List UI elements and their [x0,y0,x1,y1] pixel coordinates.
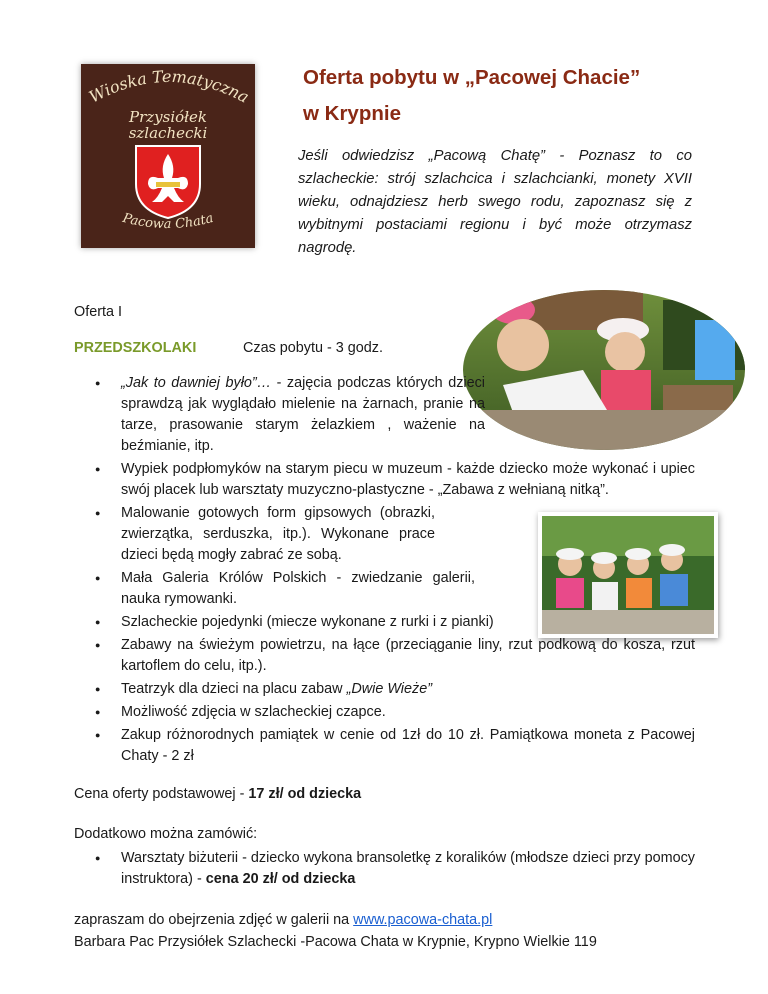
extra-list [95,848,695,892]
list-item-text: Zakup różnorodnych pamiątek w cenie od 1zł do 10 zł. Pamiątkowa moneta z Pacowej Chaty - 2 zł [121,727,695,764]
logo [81,64,255,248]
list-item [95,635,695,677]
list-item-text: Zabawy na świeżym powietrzu, na łące (przeciąganie liny, rzut podkową do kosza, rzut kartoflem do celu, itp.). [121,637,695,674]
logo-line1: Wioska Tematyczna [85,66,253,107]
footer-address: Barbara Pac Przysiółek Szlachecki -Pacowa Chata w Krypnie, Krypno Wielkie 119 [74,934,597,950]
list-item-italic: „Dwie Wieże” [346,681,433,697]
price-value: 17 zł/ od dziecka [248,786,362,802]
gallery-link[interactable]: www.pacowa-chata.pl [353,912,493,928]
offer-label: Oferta I [74,304,122,320]
list-item-text: Wypiek podpłomyków na starym piecu w muzeum - każde dziecko może wykonać i upiec swój placek lub warsztaty muzyczno-plastyczne - „Zabawa z wełnianą nitką”. [121,461,695,498]
list-item-text: Możliwość zdjęcia w szlacheckiej czapce. [121,704,386,720]
list-item-text: Malowanie gotowych form gipsowych (obrazki, zwierzątka, serduszka, itp.). Wykonane prace dzieci będą mogły zabrać ze sobą. [121,505,435,563]
logo-line3: szlachecki [128,124,208,142]
footer-invite [74,910,492,931]
list-item-text: Mała Galeria Królów Polskich - zwiedzanie galerii, nauka rymowanki. [121,570,475,607]
list-item [95,848,695,890]
footer-invite-text: zapraszam do obejrzenia zdjęć w galerii na [74,912,354,928]
list-item-text: Teatrzyk dla dzieci na placu zabaw [121,681,347,697]
list-item [95,702,695,723]
offer-duration: Czas pobytu - 3 godz. [243,340,383,356]
extra-item-price: cena 20 zł/ od dziecka [205,871,356,887]
svg-text:Pacowa Chata [120,211,215,232]
intro-paragraph: Jeśli odwiedzisz „Pacową Chatę” - Poznasz to co szlacheckie: strój szlachcica i szlachcianki, monety XVII wieku, odnajdziesz herb swego rodu, zapoznasz się z wybitnymi postaciami regionu i być może otrzymasz nagrodę. [298,148,692,256]
list-item [95,373,695,457]
extra-label: Dodatkowo można zamówić: [74,826,258,842]
page-title-line2: w Krypnie [303,102,401,125]
list-item [95,725,695,767]
list-item-text: Szlacheckie pojedynki (miecze wykonane z rurki i z pianki) [121,614,494,630]
price-line [74,784,361,805]
photo-children-outdoor [538,512,718,638]
list-item-italic: „Jak to dawniej było”… [121,375,272,391]
logo-line2: Przysiółek [129,108,207,126]
svg-text:Wioska Tematyczna [86,67,252,107]
list-item [95,459,695,501]
logo-arc-text-bottom [81,204,255,248]
list-item [95,679,695,700]
price-label: Cena oferty podstawowej - [74,786,249,802]
page-title-line1: Oferta pobytu w „Pacowej Chacie” [303,66,641,89]
extra-item-text: Warsztaty biżuterii - dziecko wykona bransoletkę z koralików (młodsze dzieci przy pomocy instruktora) - [121,850,695,887]
logo-line4: Pacowa Chata [120,210,216,233]
list-item-text: - zajęcia podczas których dzieci sprawdzą jak wyglądało mielenie na żarnach, pranie na tarze, prasowanie starym żelazkiem , ważenie na beźmianie, itp. [121,375,485,454]
offer-group: PRZEDSZKOLAKI [74,340,197,356]
